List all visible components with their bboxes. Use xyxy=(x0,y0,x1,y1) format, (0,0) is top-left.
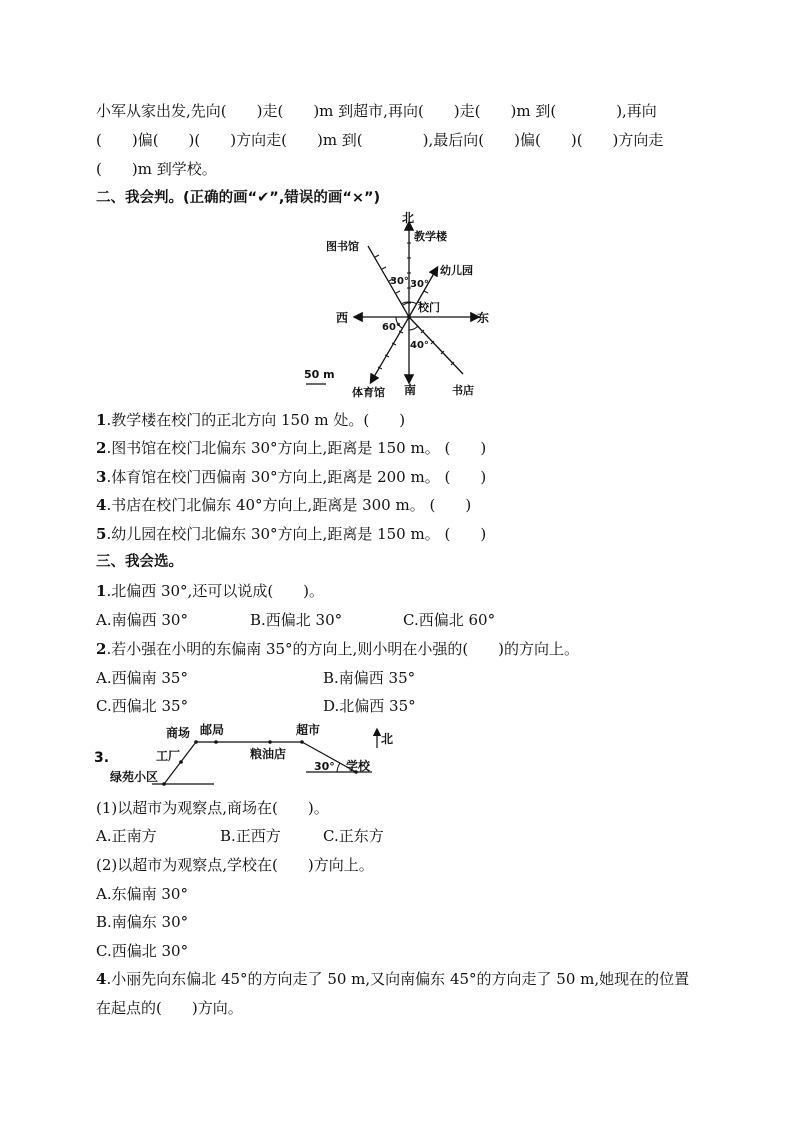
kindergarten-label: 幼儿园 xyxy=(440,264,473,277)
judge-item-4: 4.书店在校门北偏东 40°方向上,距离是 300 m。 ( ) xyxy=(96,496,472,514)
intro-line-3: ( )m 到学校。 xyxy=(96,160,217,178)
post-office-label: 邮局 xyxy=(200,723,225,737)
choice-q1: 1.北偏西 30°,还可以说成( )。 xyxy=(96,582,325,600)
q2-option-d: D.北偏西 35° xyxy=(323,697,416,715)
library-label: 图书馆 xyxy=(326,240,359,253)
q2-option-c: C.西偏北 35° xyxy=(96,697,189,715)
school-label: 学校 xyxy=(346,759,371,773)
route-map xyxy=(90,718,394,788)
q3-sub2-option-b: B.南偏东 30° xyxy=(96,913,189,931)
judge-item-1: 1.教学楼在校门的正北方向 150 m 处。( ) xyxy=(96,411,406,429)
intro-line-1: 小军从家出发,先向( )走( )m 到超市,再向( )走( )m 到( ),再向 xyxy=(96,102,657,120)
judge-item-3: 3.体育馆在校门西偏南 30°方向上,距离是 200 m。 ( ) xyxy=(96,468,487,486)
choice-q2: 2.若小强在小明的东偏南 35°的方向上,则小明在小强的( )的方向上。 xyxy=(96,640,580,658)
q3-sub1-option-a: A.正南方 xyxy=(96,827,157,845)
scale-label: 50 m xyxy=(304,368,335,381)
q2-option-a: A.西偏南 35° xyxy=(96,669,188,687)
q3-sub2-option-c: C.西偏北 30° xyxy=(96,942,189,960)
bookstore-label: 书店 xyxy=(452,384,474,397)
south-label: 南 xyxy=(404,383,417,397)
factory-label: 工厂 xyxy=(156,749,181,763)
angle-bookstore-label: 40° xyxy=(410,340,429,351)
map-north-label: 北 xyxy=(381,732,394,746)
angle-library-label: 30° xyxy=(390,276,409,287)
gym-label: 体育馆 xyxy=(352,386,385,399)
q3-sub1-option-b: B.正西方 xyxy=(220,827,281,845)
q1-option-c: C.西偏北 60° xyxy=(403,611,496,629)
east-label: 东 xyxy=(477,311,490,325)
judge-item-2: 2.图书馆在校门北偏东 30°方向上,距离是 150 m。 ( ) xyxy=(96,439,487,457)
map-angle-label: 30° xyxy=(314,760,335,773)
north-label: 北 xyxy=(402,211,415,225)
grain-shop-label: 粮油店 xyxy=(250,747,287,761)
angle-kindergarten-label: 30° xyxy=(410,279,429,290)
q2-option-b: B.南偏西 35° xyxy=(323,669,416,687)
q3-sub1: (1)以超市为观察点,商场在( )。 xyxy=(96,799,329,817)
angle-gym-label: 60° xyxy=(382,322,401,333)
q1-option-a: A.南偏西 30° xyxy=(96,611,188,629)
q3-sub2: (2)以超市为观察点,学校在( )方向上。 xyxy=(96,856,374,874)
west-label: 西 xyxy=(336,311,349,325)
q3-number: 3. xyxy=(94,750,110,766)
gate-label: 校门 xyxy=(418,301,440,314)
supermarket-label: 超市 xyxy=(296,723,321,737)
community-label: 绿苑小区 xyxy=(110,770,159,784)
mall-label: 商场 xyxy=(166,726,191,740)
compass-diagram xyxy=(300,210,500,400)
teaching-building-label: 教学楼 xyxy=(414,230,447,243)
choice-q4-line-2: 在起点的( )方向。 xyxy=(96,999,243,1017)
intro-line-2: ( )偏( )( )方向走( )m 到( ),最后向( )偏( )( )方向走 xyxy=(96,131,664,149)
q1-option-b: B.西偏北 30° xyxy=(250,611,343,629)
q3-sub1-option-c: C.正东方 xyxy=(323,827,384,845)
section-3-title: 三、我会选。 xyxy=(96,554,183,570)
choice-q4-line-1: 4.小丽先向东偏北 45°的方向走了 50 m,又向南偏东 45°的方向走了 50 m,她现在的位置 xyxy=(96,970,690,988)
judge-item-5: 5.幼儿园在校门北偏东 30°方向上,距离是 150 m。 ( ) xyxy=(96,525,487,543)
q3-sub2-option-a: A.东偏南 30° xyxy=(96,885,188,903)
section-2-title: 二、我会判。(正确的画“✔”,错误的画“×”) xyxy=(96,190,381,206)
